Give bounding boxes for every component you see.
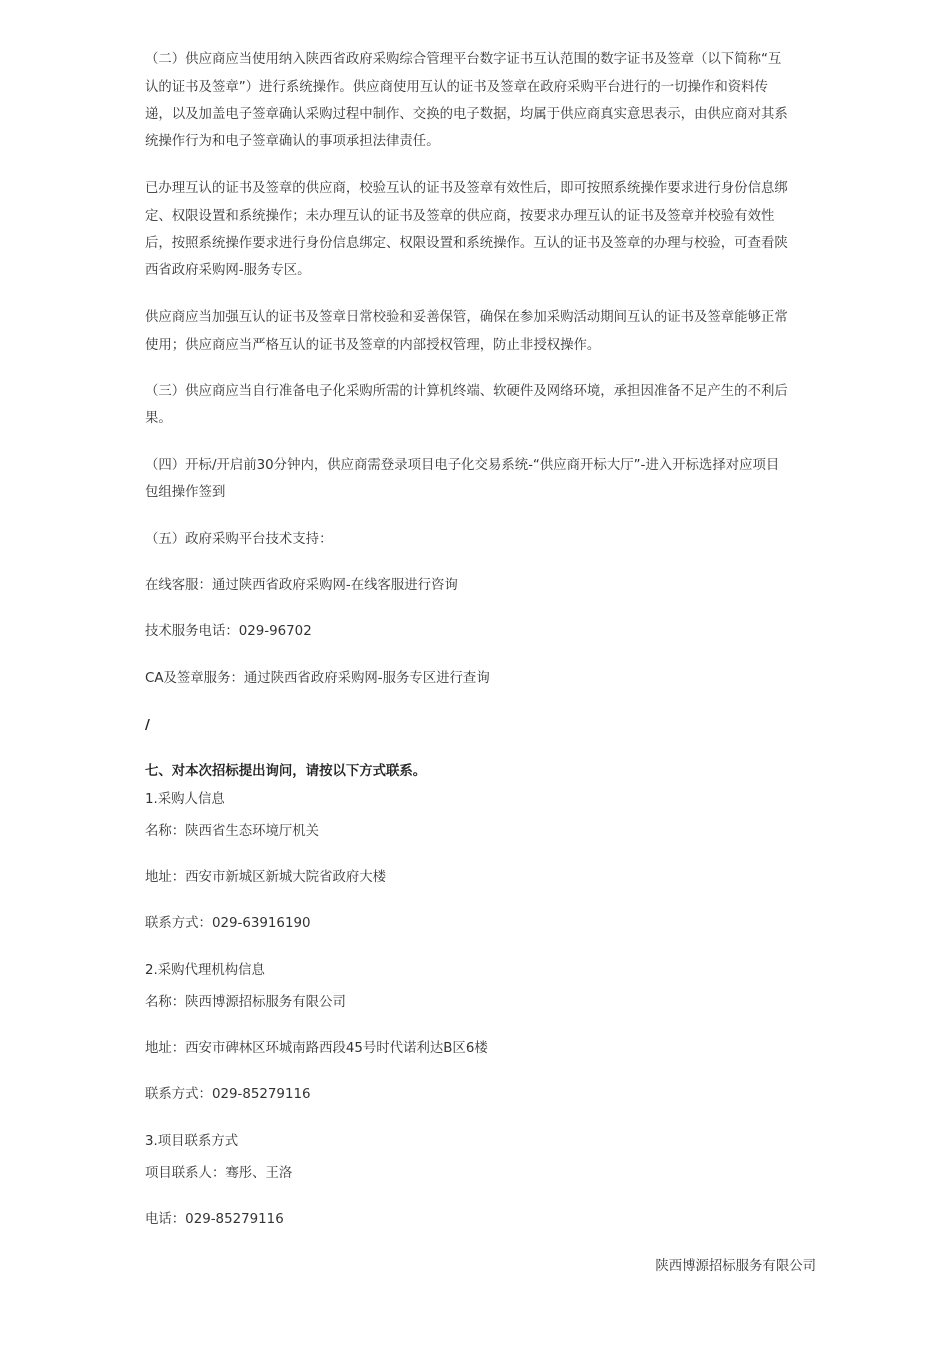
- para-5: （五）政府采购平台技术支持：: [145, 532, 333, 547]
- section-7-heading: 七、对本次招标提出询问，请按以下方式联系。: [145, 764, 427, 779]
- purchaser-name: 名称：陕西省生态环境厅机关: [145, 824, 320, 839]
- purchaser-title: 1.采购人信息: [145, 792, 225, 807]
- para-2-line-1: （二）供应商应当使用纳入陕西省政府采购综合管理平台数字证书互认范围的数字证书及签章（以下简称“互: [145, 52, 782, 67]
- para-3-line-1: （三）供应商应当自行准备电子化采购所需的计算机终端、软硬件及网络环境，承担因准备不足产生的不利后: [145, 384, 788, 399]
- signature-company: 陕西博源招标服务有限公司: [655, 1259, 816, 1274]
- agency-title: 2.采购代理机构信息: [145, 963, 265, 978]
- para-2b-line-4: 西省政府采购网-服务专区。: [145, 263, 311, 278]
- para-2-line-3: 递，以及加盖电子签章确认采购过程中制作、交换的电子数据，均属于供应商真实意思表示，由供应商对其系: [145, 107, 788, 122]
- tech-phone: 技术服务电话：029-96702: [145, 624, 312, 639]
- para-2-line-4: 统操作行为和电子签章确认的事项承担法律责任。: [145, 134, 440, 149]
- project-contacts: 项目联系人：骞彤、王洛: [145, 1166, 293, 1181]
- agency-address: 地址：西安市碑林区环城南路西段45号时代诺利达B区6楼: [145, 1041, 488, 1056]
- project-title: 3.项目联系方式: [145, 1134, 239, 1149]
- purchaser-contact: 联系方式：029-63916190: [145, 916, 311, 931]
- ca-service: CA及签章服务：通过陕西省政府采购网-服务专区进行查询: [145, 671, 490, 686]
- agency-contact: 联系方式：029-85279116: [145, 1087, 311, 1102]
- para-4-line-2: 包组操作签到: [145, 485, 226, 500]
- online-service: 在线客服：通过陕西省政府采购网-在线客服进行咨询: [145, 578, 458, 593]
- para-2-line-2: 认的证书及签章”）进行系统操作。供应商使用互认的证书及签章在政府采购平台进行的一切操作和资料传: [145, 80, 768, 95]
- para-2c-line-1: 供应商应当加强互认的证书及签章日常校验和妥善保管，确保在参加采购活动期间互认的证书及签章能够正常: [145, 310, 788, 325]
- separator-slash: /: [145, 718, 150, 733]
- purchaser-address: 地址：西安市新城区新城大院省政府大楼: [145, 870, 387, 885]
- para-2c-line-2: 使用；供应商应当严格互认的证书及签章的内部授权管理，防止非授权操作。: [145, 338, 601, 353]
- para-2b-line-3: 后，按照系统操作要求进行身份信息绑定、权限设置和系统操作。互认的证书及签章的办理与校验，可查看陕: [145, 236, 788, 251]
- para-4-line-1: （四）开标/开启前30分钟内，供应商需登录项目电子化交易系统-“供应商开标大厅”-进入开标选择对应项目: [145, 458, 780, 473]
- project-phone: 电话：029-85279116: [145, 1212, 284, 1227]
- agency-name: 名称：陕西博源招标服务有限公司: [145, 995, 346, 1010]
- para-2b-line-2: 定、权限设置和系统操作；未办理互认的证书及签章的供应商，按要求办理互认的证书及签章并校验有效性: [145, 209, 775, 224]
- para-3-line-2: 果。: [145, 411, 172, 426]
- para-2b-line-1: 已办理互认的证书及签章的供应商，校验互认的证书及签章有效性后，即可按照系统操作要求进行身份信息绑: [145, 181, 788, 196]
